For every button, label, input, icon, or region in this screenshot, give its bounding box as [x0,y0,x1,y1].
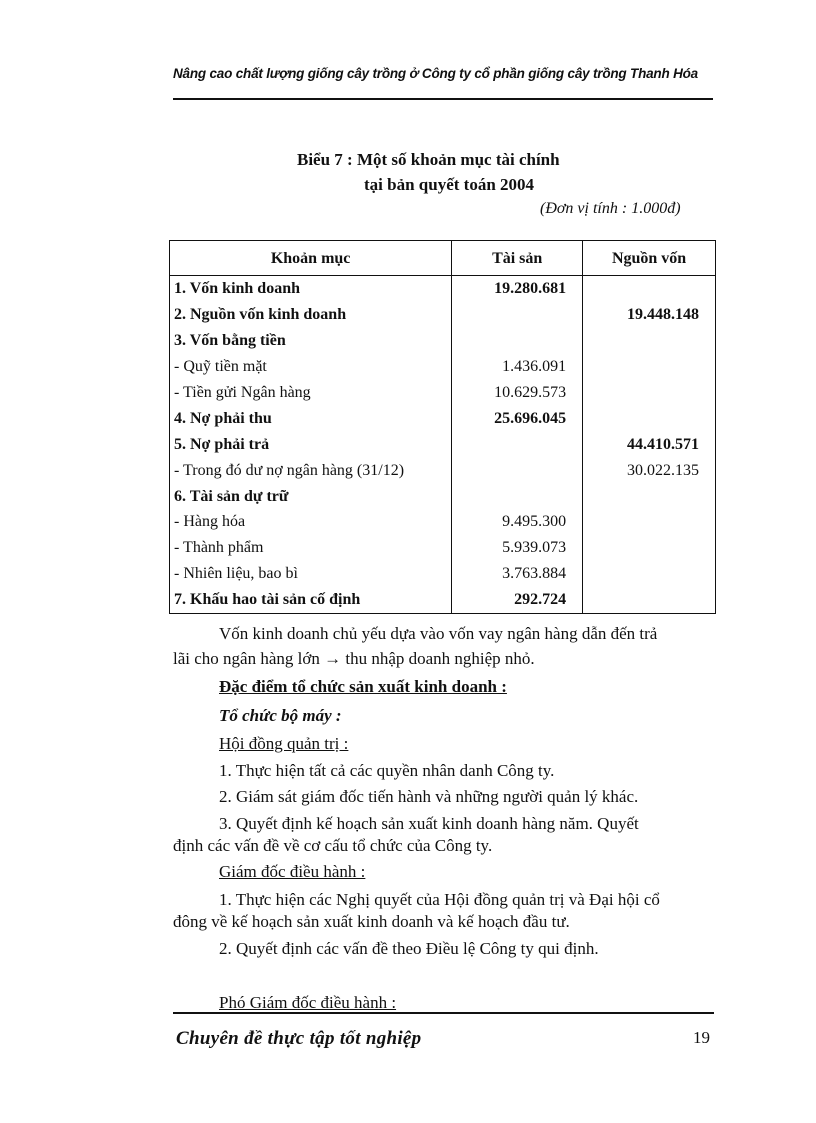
row-item-label: 3. Vốn bằng tiền [170,328,452,354]
row-item-label: - Trong đó dư nợ ngân hàng (31/12) [170,457,452,483]
row-capital-value [583,276,716,302]
row-capital-value [583,561,716,587]
table-unit: (Đơn vị tính : 1.000đ) [540,200,681,217]
table-title-line2: tại bản quyết toán 2004 [364,175,535,194]
row-capital-value: 44.410.571 [583,431,716,457]
financial-table [169,240,716,614]
row-capital-value [583,405,716,431]
table-row [170,457,716,483]
header-divider [173,98,713,100]
board-item-1: 1. Thực hiện tất cả các quyền nhân danh Công ty. [219,761,555,780]
board-heading: Hội đồng quản trị : [219,734,349,753]
row-item-label: - Quỹ tiền mặt [170,354,452,380]
board-item-3-line-2: định các vấn đề về cơ cấu tổ chức của Công ty. [173,836,493,855]
row-item-label: 5. Nợ phải trả [170,431,452,457]
row-asset-value: 3.763.884 [452,561,583,587]
director-item-1-line-2: đông về kế hoạch sản xuất kinh doanh và kế hoạch đầu tư. [173,912,570,931]
table-row [170,483,716,509]
deputy-heading: Phó Giám đốc điều hành : [219,993,397,1012]
row-asset-value: 292.724 [452,587,583,613]
table-row [170,509,716,535]
paragraph-1-line-2: lãi cho ngân hàng lớn → thu nhập doanh nghiệp nhỏ. [173,649,535,668]
footer-title: Chuyên đề thực tập tốt nghiệp [176,1028,422,1049]
table-row [170,302,716,328]
row-item-label: - Tiền gửi Ngân hàng [170,380,452,406]
row-item-label: 7. Khấu hao tài sản cố định [170,587,452,613]
column-header-asset: Tài sản [452,241,583,276]
column-header-capital: Nguồn vốn [583,241,716,276]
row-asset-value: 1.436.091 [452,354,583,380]
paragraph-1-line-1: Vốn kinh doanh chủ yếu dựa vào vốn vay ngân hàng dẫn đến trả [219,624,658,643]
board-item-2: 2. Giám sát giám đốc tiến hành và những người quản lý khác. [219,787,639,806]
row-asset-value [452,431,583,457]
board-item-3-line-1: 3. Quyết định kế hoạch sản xuất kinh doanh hàng năm. Quyết [219,814,639,833]
row-asset-value [452,483,583,509]
table-row [170,587,716,613]
row-capital-value [583,380,716,406]
table-row [170,535,716,561]
row-capital-value [583,328,716,354]
section-heading-organization: Đặc điểm tổ chức sản xuất kinh doanh : [219,677,507,696]
page-number: 19 [693,1028,710,1047]
row-asset-value: 10.629.573 [452,380,583,406]
row-asset-value: 19.280.681 [452,276,583,302]
row-capital-value [583,535,716,561]
table-row [170,354,716,380]
row-item-label: - Thành phẩm [170,535,452,561]
row-asset-value [452,328,583,354]
table-row [170,405,716,431]
column-header-item: Khoản mục [170,241,452,276]
table-title-line1: Biểu 7 : Một số khoản mục tài chính [297,150,560,169]
row-capital-value [583,354,716,380]
table-row [170,276,716,302]
row-asset-value: 5.939.073 [452,535,583,561]
director-item-2: 2. Quyết định các vấn đề theo Điều lệ Công ty qui định. [219,939,599,958]
row-asset-value [452,302,583,328]
section-heading-apparatus: Tổ chức bộ máy : [219,706,342,725]
table-body [170,276,716,614]
table-row [170,561,716,587]
row-capital-value: 19.448.148 [583,302,716,328]
row-capital-value [583,587,716,613]
table-row [170,380,716,406]
director-item-1-line-1: 1. Thực hiện các Nghị quyết của Hội đồng quản trị và Đại hội cổ [219,890,660,909]
row-item-label: 2. Nguồn vốn kinh doanh [170,302,452,328]
row-capital-value: 30.022.135 [583,457,716,483]
row-item-label: - Nhiên liệu, bao bì [170,561,452,587]
row-capital-value [583,483,716,509]
table-row [170,431,716,457]
row-asset-value: 25.696.045 [452,405,583,431]
row-asset-value [452,457,583,483]
table-header-row [170,241,716,276]
row-item-label: 4. Nợ phải thu [170,405,452,431]
row-item-label: 6. Tài sản dự trữ [170,483,452,509]
running-header: Nâng cao chất lượng giống cây trồng ở Công ty cổ phần giống cây trồng Thanh Hóa [173,66,698,81]
table-row [170,328,716,354]
director-heading: Giám đốc điều hành : [219,862,366,881]
footer-divider [173,1012,714,1014]
row-asset-value: 9.495.300 [452,509,583,535]
row-item-label: 1. Vốn kinh doanh [170,276,452,302]
row-item-label: - Hàng hóa [170,509,452,535]
row-capital-value [583,509,716,535]
